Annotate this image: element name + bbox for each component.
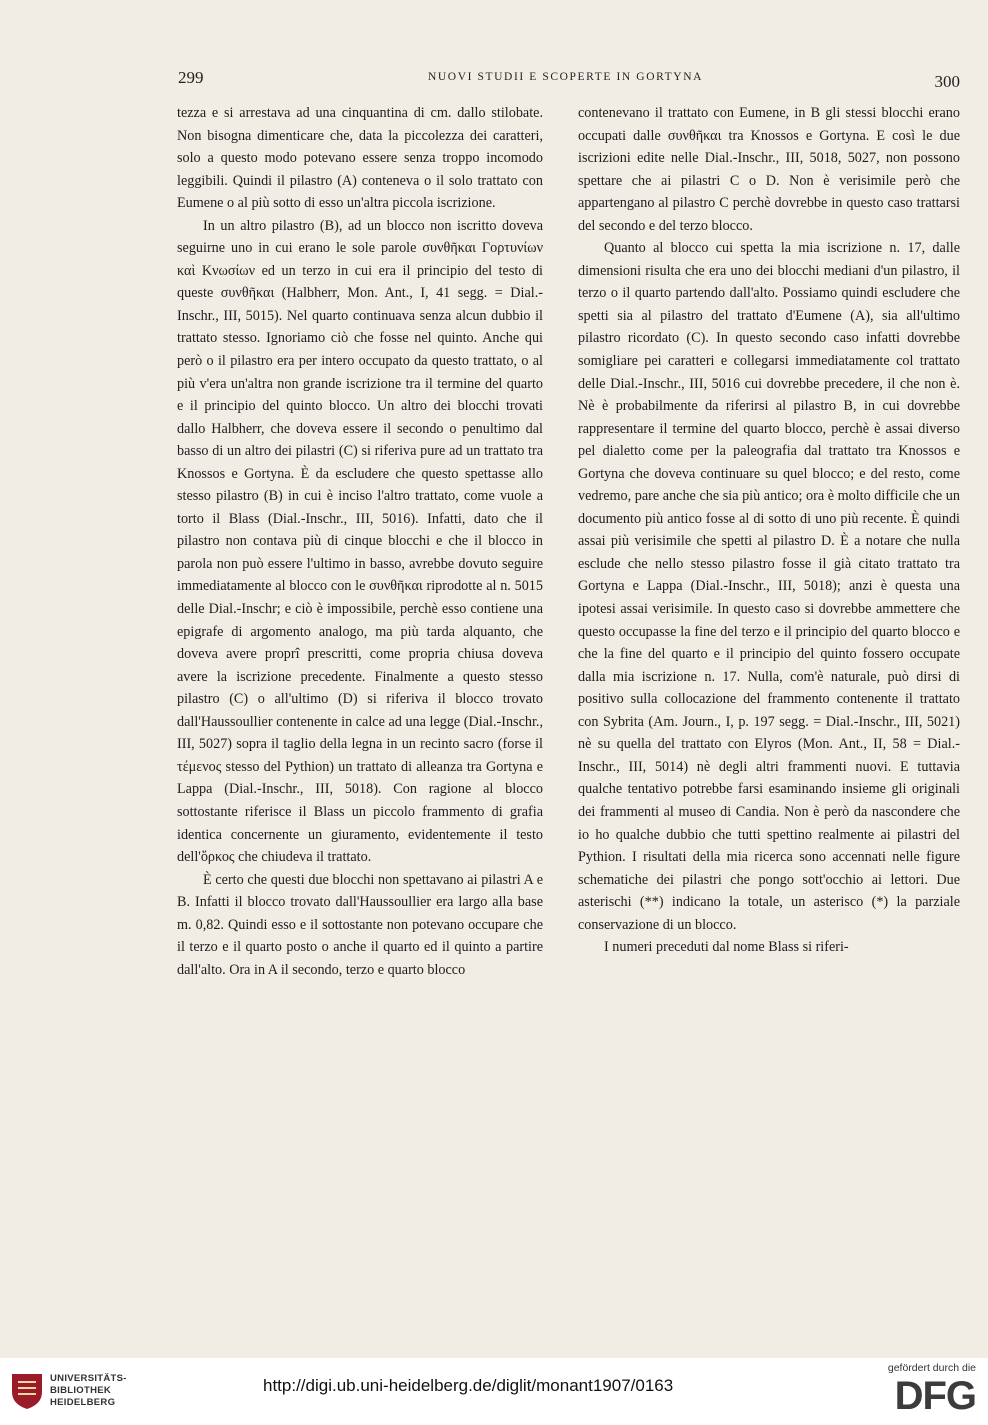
permalink-url[interactable]: http://digi.ub.uni-heidelberg.de/diglit/monant1907/0163: [263, 1376, 674, 1395]
running-title: NUOVI STUDII E SCOPERTE IN GORTYNA: [428, 71, 704, 83]
funder-logo[interactable]: [856, 1362, 976, 1422]
page-number-right: 300: [934, 72, 960, 91]
library-shield-icon: [10, 1372, 44, 1410]
right-column: [578, 102, 960, 959]
library-name: UNIVERSITÄTS- BIBLIOTHEK HEIDELBERG: [50, 1373, 127, 1408]
left-column: [177, 102, 543, 981]
paragraph: contenevano il trattato con Eumene, in B gli stessi blocchi erano occupati dalle συνθῆκαι tra Knossos e Gortyna. E così le due iscrizioni edite nelle Dial.-Inschr., III, 5018, 5027, non possono spettare che ai pilastri C o D. Non è verisimile però che appartengano al pilastro C perchè dovrebbe in questo caso trattarsi del secondo e del terzo blocco.: [578, 105, 960, 234]
funder-caption: gefördert durch die: [887, 1362, 976, 1374]
paragraph: I numeri preceduti dal nome Blass si riferi-: [604, 939, 849, 956]
dfg-logo-icon: DFG: [894, 1374, 976, 1418]
paragraph: Quanto al blocco cui spetta la mia iscrizione n. 17, dalle dimensioni risulta che era uno dei blocchi mediani d'un pilastro, il terzo o il quarto partendo dall'alto. Possiamo quindi escludere che spetti sia al pilastro del trattato d'Eumene (A), sia all'ultimo pilastro ricordato (C). In questo secondo caso infatti dovrebbe somigliare pei caratteri e collegarsi immediatamente col trattato delle Dial.-Inschr., III, 5016 cui dovrebbe precedere, il che non è. Nè è probabilmente da riferirsi al pilastro B, in cui dovrebbe rappresentare il termine del quarto blocco, perchè è assai diverso pel dialetto come per la paleografia dal trattato tra Knossos e Gortyna che doveva continuare su quel blocco; e del resto, come vedremo, pare anche che sia più antico; ora è molto difficile che un documento più antico fosse al di sotto di uno più recente. È quindi assai più verisimile che spetti al pilastro D. È a notare che nulla esclude che nello stesso pilastro fosse il già citato trattato tra Gortyna e Lappa (Dial.-Inschr., III, 5018); anzi è questa una ipotesi assai verisimile. In questo caso si dovrebbe ammettere che questo occupasse la fine del terzo e il principio del quarto blocco e che la fine del quarto e il principio del quinto fossero occupate dalla mia iscrizione n. 17. Nulla, com'è naturale, può dirsi di positivo sulla collocazione del frammento contenente il trattato con Sybrita (Am. Journ., I, p. 197 segg. = Dial.-Inschr., III, 5021) nè su quella del trattato con Elyros (Mon. Ant., II, 58 = Dial.-Inschr., III, 5014) nè degli altri frammenti nuovi. E tuttavia qualche tentativo potrebbe farsi esaminando insieme gli originali dei frammenti al museo di Candia. Non è però da nascondere che io ho qualche dubbio che tutti spettino realmente ai pilastri del Pythion. I risultati della mia ricerca sono accennati nelle figure schematiche dei pilastri che pongo sott'occhio ai lettori. Due asterischi (**) indicano la totale, un asterisco (*) la parziale conservazione di un blocco.: [578, 240, 960, 933]
paragraph: In un altro pilastro (B), ad un blocco non iscritto doveva seguirne uno in cui erano le sole parole συνθῆκαι Γορτυνίων καὶ Κνωσίων ed un terzo in cui era il principio del testo di queste συνθῆκαι (Halbherr, Mon. Ant., I, 41 segg. = Dial.-Inschr., III, 5015). Nel quarto continuava senza alcun dubbio il trattato stesso. Ignoriamo ciò che fosse nel quinto. Anche qui però o il pilastro era per intero occupato da questo trattato, o al più v'era un'altra non grande iscrizione tra il termine del quarto e il principio del quinto blocco. Un altro dei blocchi trovati dallo Halbherr, che doveva essere il secondo o penultimo dal basso di un altro dei pilastri (C) si riferiva pure ad un trattato tra Knossos e Gortyna. È da escludere che questo spettasse allo stesso pilastro (B) in cui è inciso l'altro trattato, come vuole a torto il Blass (Dial.-Inschr., III, 5016). Infatti, dato che il pilastro non contava più di cinque blocchi e che il blocco in parola non può essere l'ultimo in basso, avrebbe dovuto seguire immediatamente al blocco con le συνθῆκαι riprodotte al n. 5015 delle Dial.-Inschr; e ciò è impossibile, perchè esso contiene una epigrafe di argomento analogo, ma più tarda alquanto, che doveva avere proprî prescritti, come propria chiusa doveva avere la iscrizione precedente. Finalmente a questo stesso pilastro (C) o all'ultimo (D) si riferiva il blocco trovato dall'Haussoullier contenente in calce ad una legge (Dial.-Inschr., III, 5027) sopra il taglio della legna in un recinto sacro (forse il τέμενος stesso del Pythion) un trattato di alleanza tra Gortyna e Lappa (Dial.-Inschr., III, 5018). Con ragione al blocco sottostante riferisce il Blass un piccolo frammento di grafia identica concernente un giuramento, evidentemente il testo dell'ὅρκος che chiudeva il trattato.: [177, 217, 543, 866]
running-head: [178, 68, 960, 92]
paragraph: È certo che questi due blocchi non spettavano ai pilastri A e B. Infatti il blocco trovato dall'Haussoullier era largo alla base m. 0,82. Quindi esso e il sottostante non potevano occupare che il terzo e il quarto posto o anche il quarto ed il quinto a partire dall'alto. Ora in A il secondo, terzo e quarto blocco: [177, 871, 543, 978]
library-logo[interactable]: [10, 1368, 127, 1416]
viewer-footer: [0, 1358, 988, 1425]
paragraph: tezza e si arrestava ad una cinquantina di cm. dallo stilobate. Non bisogna dimenticare che, data la piccolezza dei caratteri, solo a questo modo potevano essere senza troppo incomodo leggibili. Quindi il pilastro (A) conteneva o il solo trattato con Eumene o al più sotto di esso un'altra piccola iscrizione.: [177, 105, 543, 212]
page-number-left: 299: [178, 68, 204, 87]
